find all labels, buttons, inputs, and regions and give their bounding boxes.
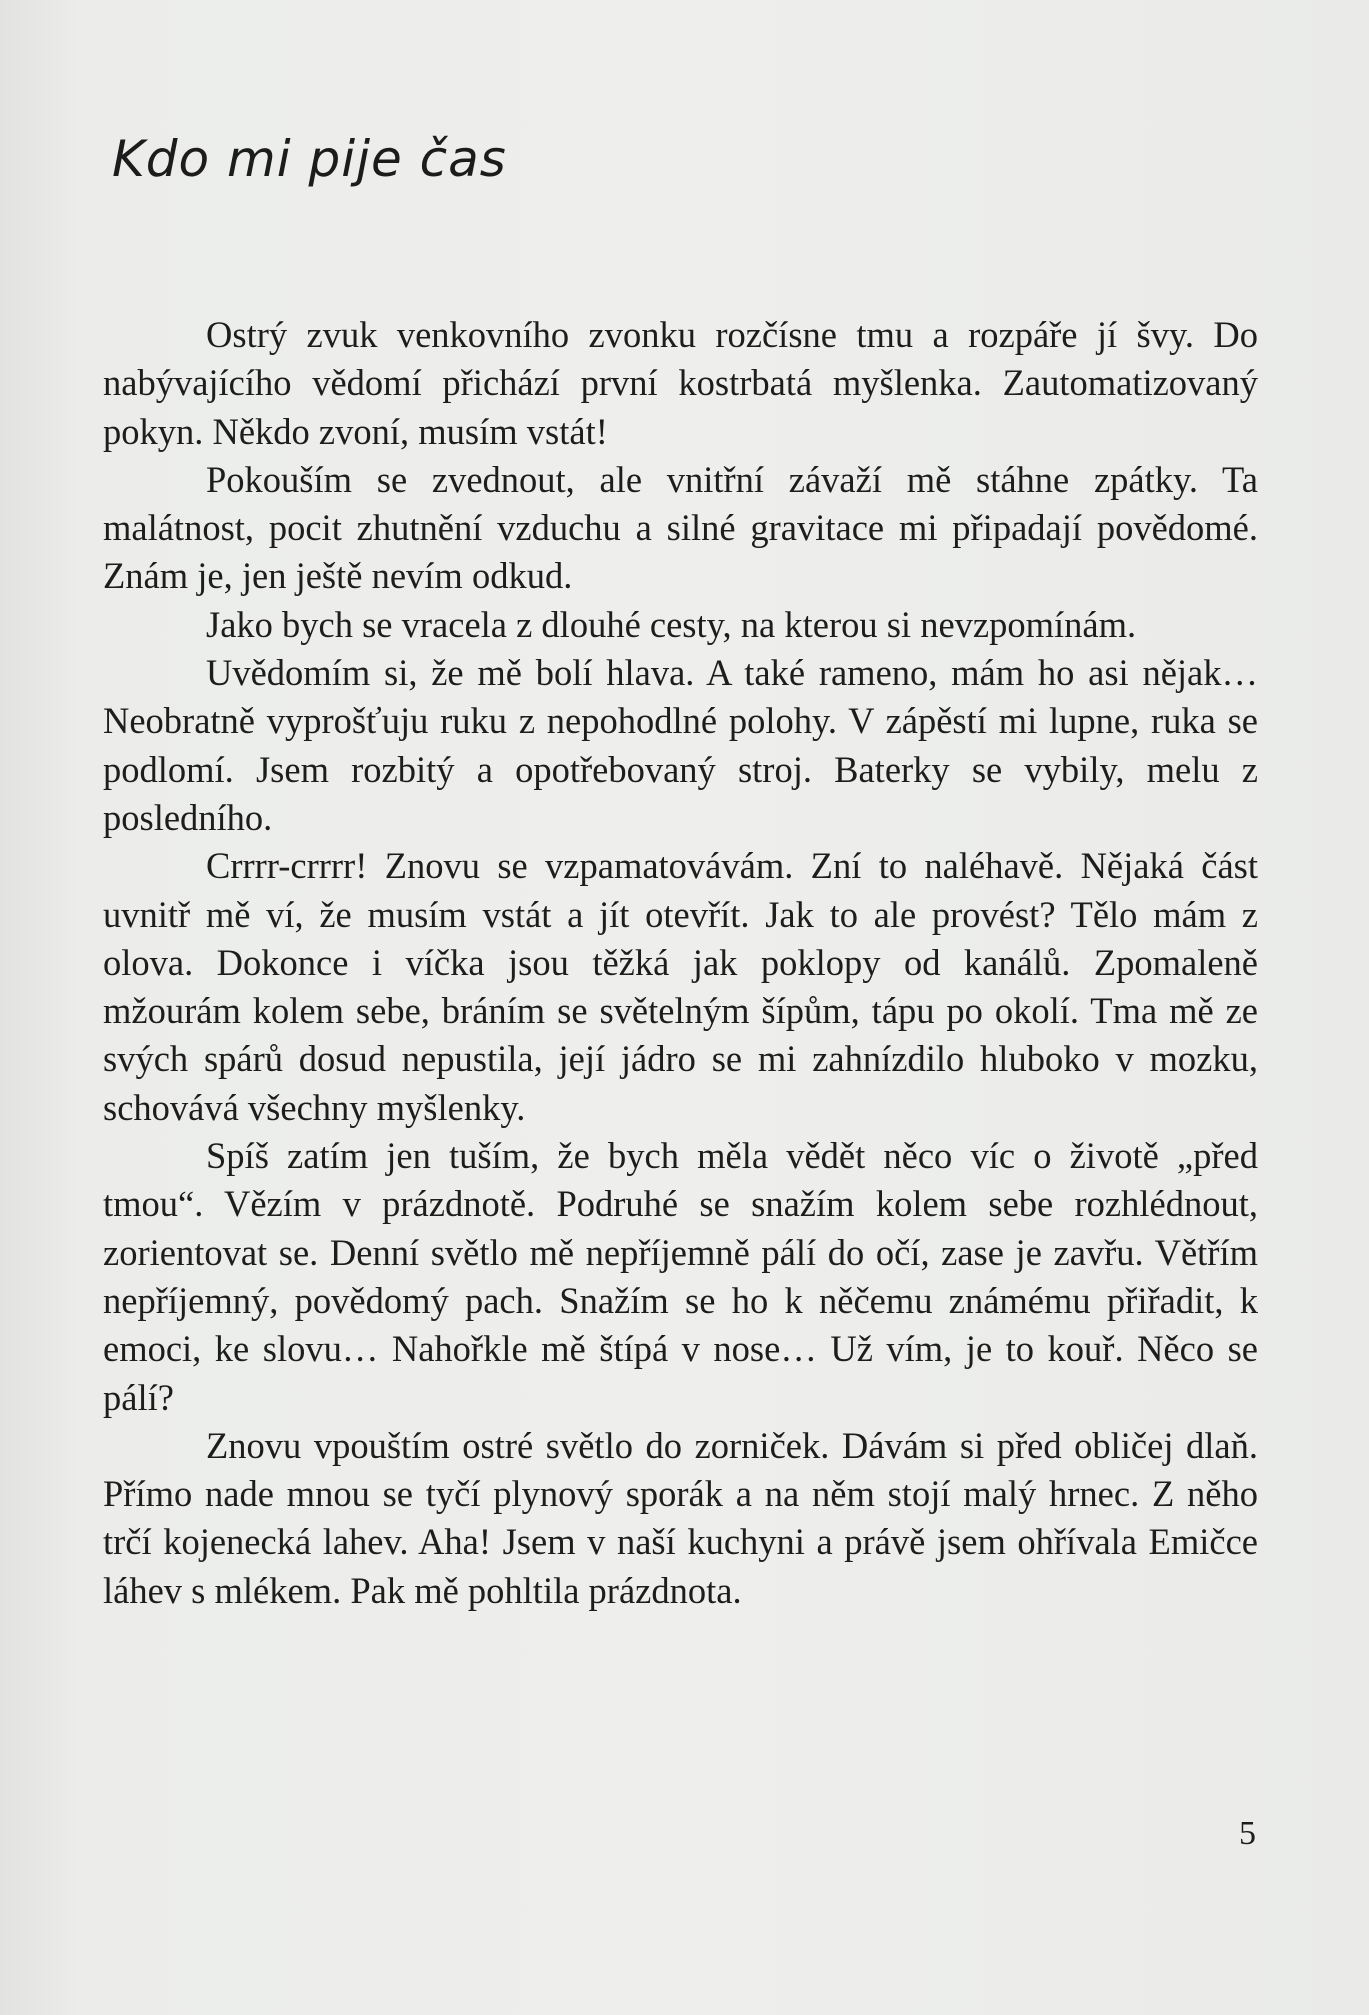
paragraph: Uvědomím si, že mě bolí hlava. A také rameno, mám ho asi nějak… Neobratně vyprošťuju ruku z nepohodlné polohy. V zápěstí mi lupne, ruka se podlomí. Jsem rozbitý a opotřebovaný stroj. Baterky se vybily, melu z posledního. <box>103 652 1258 838</box>
paragraph: Pokouším se zvednout, ale vnitřní závaží mě stáhne zpátky. Ta malátnost, pocit zhutnění vzduchu a silné gravitace mi připadají povědomé. Znám je, jen ještě nevím odkud. <box>103 458 1258 597</box>
body-text <box>103 311 1258 1615</box>
chapter-title: Kdo mi pije čas <box>112 130 507 188</box>
page-number: 5 <box>1239 1815 1256 1852</box>
paragraph: Crrrr-crrrr! Znovu se vzpamatovávám. Zní to naléhavě. Nějaká část uvnitř mě ví, že musím vstát a jít otevřít. Jak to ale provést? Tělo mám z olova. Dokonce i víčka jsou těžká jak poklopy od kanálů. Zpomaleně mžourám kolem sebe, bráním se světelným šípům, tápu po okolí. Tma mě ze svých spárů dosud nepustila, její jádro se mi zahnízdilo hluboko v mozku, schovává všechny myšlenky. <box>103 845 1258 1128</box>
paragraph: Jako bych se vracela z dlouhé cesty, na kterou si nevzpomínám. <box>206 603 1137 645</box>
paragraph: Ostrý zvuk venkovního zvonku rozčísne tmu a rozpáře jí švy. Do nabývajícího vědomí přichází první kostrbatá myšlenka. Zautomatizovaný pokyn. Někdo zvoní, musím vstát! <box>103 314 1258 452</box>
paragraph: Znovu vpouštím ostré světlo do zorniček. Dávám si před obličej dlaň. Přímo nade mnou se tyčí plynový sporák a na něm stojí malý hrnec. Z něho trčí kojenecká lahev. Aha! Jsem v naší kuchyni a právě jsem ohřívala Emičce láhev s mlékem. Pak mě pohltila prázdnota. <box>103 1424 1258 1611</box>
paragraph: Spíš zatím jen tuším, že bych měla vědět něco víc o životě „před tmou“. Vězím v prázdnotě. Podruhé se snažím kolem sebe rozhlédnout, zorientovat se. Denní světlo mě nepříjemně pálí do očí, zase je zavřu. Větřím nepříjemný, povědomý pach. Snažím se ho k něčemu známému přiřadit, k emoci, ke slovu… Nahořkle mě štípá v nose… Už vím, je to kouř. Něco se pálí? <box>103 1135 1258 1418</box>
